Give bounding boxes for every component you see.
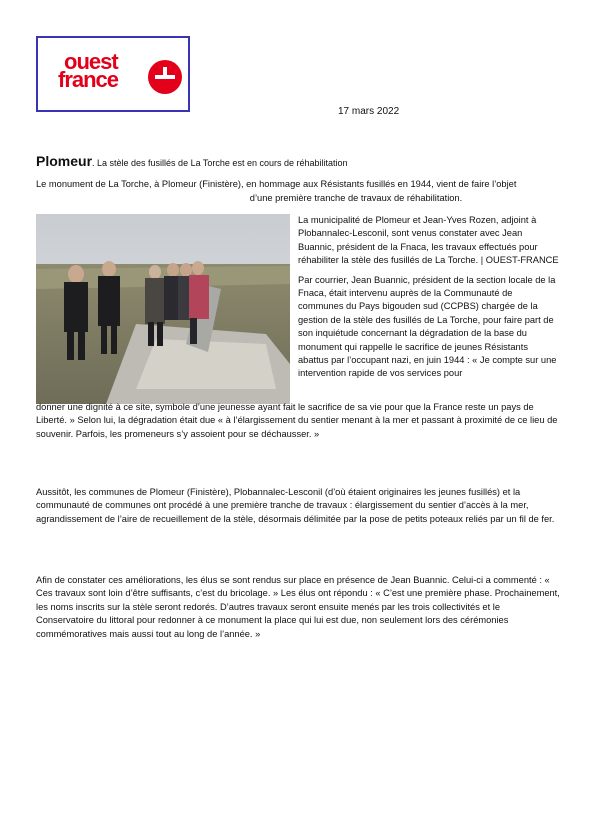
logo-plus-circle-icon bbox=[148, 60, 182, 94]
paragraph-4-text: Afin de constater ces améliorations, les élus se sont rendus sur place en présence de Jean Buannic. Celui-ci a commenté : « Ces travaux sont loin d’être suffisants, c’est du bricolage. » Les élus ont répondu : « C’est une première phase. Prochainement, les noms inscrits sur la stèle seront redorés. D’autres travaux seront ensuite menés par les trois collectivités et le Conservatoire du littoral pour redonner à ce monument la place qui lui est due, non seulement lors des cérémonies commémoratives mais aussi tout au long de l’année. » bbox=[36, 575, 560, 639]
headline bbox=[36, 153, 566, 169]
ouest-france-logo bbox=[36, 36, 190, 112]
headline-place: Plomeur bbox=[36, 153, 93, 169]
article-photo bbox=[36, 214, 290, 404]
paragraph-4 bbox=[36, 574, 560, 641]
logo-line-2: france bbox=[58, 67, 119, 92]
paragraph-2-end: donner une dignité à ce site, symbole d’une jeunesse ayant fait le sacrifice de sa vie pour que la France reste un pays de Liberté. » Selon lui, la dégradation était due « à l’élargissement du sentier menant à la mer et passant à proximité de ce lieu de souvenir. Parfois, les promeneurs s’y assoient pour se déchausser. » bbox=[36, 402, 558, 439]
side-column bbox=[298, 214, 560, 387]
paragraph-2-start: Par courrier, Jean Buannic, président de la section locale de la Fnaca, était intervenu auprès de la Communauté de communes du Pays bigouden sud (CCPBS) chargée de la gestion de la stèle des fusillés de La Torche, pour faire part de son inquiétude concernant la dégradation de la base du monument qui rappelle le sacrifice de jeunes Résistants abattus par l’occupant nazi, en juin 1944 : « Je compte sur une intervention rapide de vos services pour bbox=[298, 274, 557, 379]
intro-line-1: Le monument de La Torche, à Plomeur (Finistère), en hommage aux Résistants fusillés en 1944, vient de faire l’objet bbox=[36, 179, 517, 189]
headline-title: . La stèle des fusillés de La Torche est en cours de réhabilitation bbox=[92, 158, 348, 168]
paragraph-3-text: Aussitôt, les communes de Plomeur (Finistère), Plobannalec-Lesconil (d’où étaient originaires les jeunes fusillés) et la communauté de communes ont procédé à une première tranche de travaux : élargissement du sentier d’accès à la mer, agrandissement de l’aire de recueillement de la stèle, désormais délimitée par la pose de petits poteaux reliés par un fil de fer. bbox=[36, 487, 555, 524]
stele-photo-illustration bbox=[36, 214, 290, 404]
intro-paragraph bbox=[36, 178, 556, 205]
paragraph-3 bbox=[36, 486, 560, 526]
photo-caption: La municipalité de Plomeur et Jean-Yves Rozen, adjoint à Plobannalec-Lesconil, sont venus constater avec Jean Buannic, président de la Fnaca, les travaux effectués pour réhabiliter la stèle des fusillés de La Torche. | OUEST-FRANCE bbox=[298, 215, 559, 266]
logo-line-1: ouest bbox=[64, 49, 118, 74]
logo-wordmark bbox=[58, 49, 119, 92]
intro-line-2: d’une première tranche de travaux de réhabilitation. bbox=[249, 192, 463, 203]
paragraph-2-continued bbox=[36, 401, 560, 441]
article-date: 17 mars 2022 bbox=[338, 106, 400, 117]
